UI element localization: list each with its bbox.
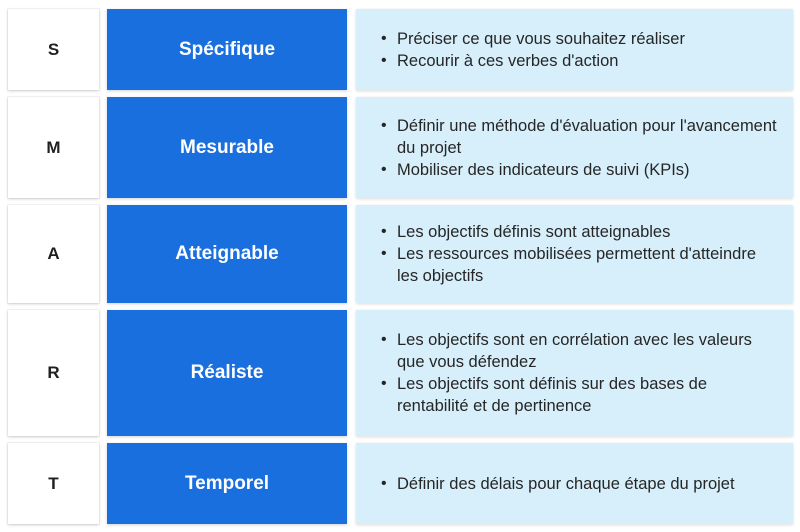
bullet-item: • Définir des délais pour chaque étape du projet bbox=[378, 473, 735, 495]
criterion-name: Mesurable bbox=[107, 97, 347, 198]
bullet-list bbox=[378, 28, 685, 72]
bullet-list bbox=[378, 473, 735, 495]
bullet-list bbox=[378, 115, 779, 181]
smart-row-t bbox=[0, 443, 800, 524]
smart-row-s bbox=[0, 9, 800, 90]
letter-cell: S bbox=[8, 9, 99, 90]
criterion-name: Réaliste bbox=[107, 310, 347, 436]
bullet-list bbox=[378, 221, 779, 287]
criterion-description bbox=[356, 205, 793, 303]
smart-row-a bbox=[0, 205, 800, 303]
bullet-list bbox=[378, 329, 779, 417]
criterion-description bbox=[356, 9, 793, 90]
letter-cell: A bbox=[8, 205, 99, 303]
criterion-name: Temporel bbox=[107, 443, 347, 524]
criterion-description bbox=[356, 97, 793, 198]
letter-cell: M bbox=[8, 97, 99, 198]
bullet-item: • Recourir à ces verbes d'action bbox=[378, 50, 685, 72]
criterion-name: Spécifique bbox=[107, 9, 347, 90]
bullet-item: • Les objectifs sont en corrélation avec les valeurs que vous défendez bbox=[378, 329, 779, 373]
bullet-item: • Définir une méthode d'évaluation pour l'avancement du projet bbox=[378, 115, 779, 159]
bullet-item: • Mobiliser des indicateurs de suivi (KPIs) bbox=[378, 159, 779, 181]
criterion-description bbox=[356, 310, 793, 436]
bullet-item: • Les objectifs sont définis sur des bases de rentabilité et de pertinence bbox=[378, 373, 779, 417]
smart-row-r bbox=[0, 310, 800, 436]
letter-cell: T bbox=[8, 443, 99, 524]
criterion-name: Atteignable bbox=[107, 205, 347, 303]
bullet-item: • Préciser ce que vous souhaitez réaliser bbox=[378, 28, 685, 50]
smart-row-m bbox=[0, 97, 800, 198]
bullet-item: • Les ressources mobilisées permettent d'atteindre les objectifs bbox=[378, 243, 779, 287]
bullet-item: • Les objectifs définis sont atteignables bbox=[378, 221, 779, 243]
letter-cell: R bbox=[8, 310, 99, 436]
criterion-description bbox=[356, 443, 793, 524]
